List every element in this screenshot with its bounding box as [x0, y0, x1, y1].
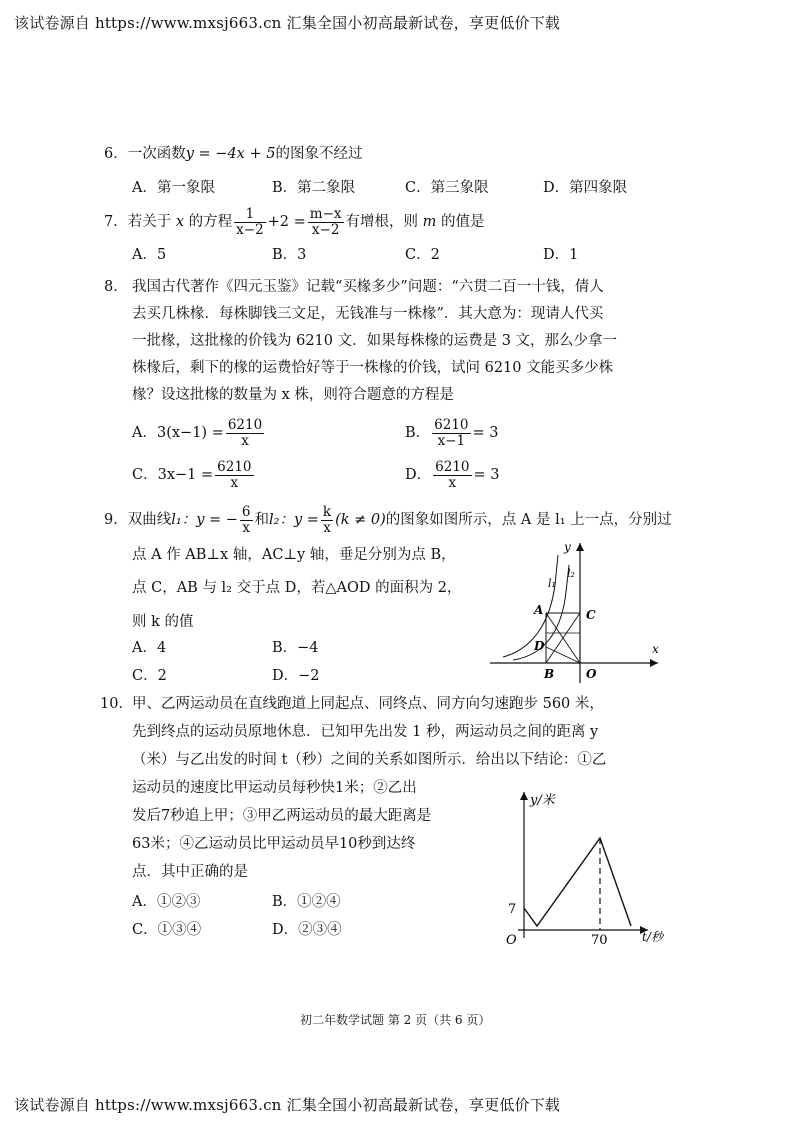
- q6-text-post: 的图象不经过: [275, 146, 363, 162]
- q10-line-4: 运动员的速度比甲运动员每秒快1米；②乙出: [132, 780, 417, 796]
- q8-option-c: [132, 457, 256, 493]
- q10-option-a: A．①②③: [132, 894, 201, 910]
- q10-option-d: D．②③④: [272, 922, 342, 938]
- q7-plus-two: +2 =: [267, 214, 306, 230]
- q8-option-b-fraction: [432, 418, 470, 449]
- q8-option-b-post: = 3: [472, 425, 499, 441]
- q10-label-t-axis: t/秒: [642, 930, 663, 944]
- q8-option-a-fraction: [226, 418, 264, 449]
- q7-text-post: 有增根，则: [345, 214, 419, 230]
- q9-condition: (k ≠ 0): [335, 512, 386, 528]
- q10-line-5: 发后7秒追上甲；③甲乙两运动员的最大距离是: [132, 808, 432, 824]
- q9-fraction-2: [321, 505, 333, 536]
- q8-option-c-fraction: [215, 460, 253, 491]
- q7-option-a: A．5: [132, 247, 167, 263]
- q10-line-3: （米）与乙出发的时间 t（秒）之间的关系如图所示．给出以下结论：①乙: [132, 752, 607, 768]
- q10-option-c: C．①③④: [132, 922, 202, 938]
- q7-var-m: m: [422, 214, 437, 230]
- q7-fraction-2: [308, 207, 344, 238]
- q6-option-c: C．第三象限: [405, 180, 489, 196]
- q10-line-7: 点．其中正确的是: [132, 864, 248, 880]
- q7-frac1-denominator: x−2: [236, 221, 264, 238]
- q9-option-b: B．−4: [272, 640, 319, 656]
- q7-option-d: D．1: [543, 247, 579, 263]
- q9-and: 和: [254, 512, 269, 528]
- q9-f1-denominator: x: [242, 519, 251, 536]
- q6-option-a: A．第一象限: [132, 180, 215, 196]
- q10-line-1: 甲、乙两运动员在直线跑道上同起点、同终点、同方向匀速跑步 560 米，: [132, 696, 604, 712]
- q8-d-numerator: 6210: [435, 458, 470, 475]
- q9-l2-label: l₂：: [269, 512, 294, 528]
- q9-line-4: 则 k 的值: [132, 614, 194, 630]
- q8-b-numerator: 6210: [434, 416, 469, 433]
- q8-line-1: 我国古代著作《四元玉鉴》记载“买椽多少”问题：“六贯二百一十钱，倩人: [132, 279, 604, 295]
- q9-option-c: C．2: [132, 668, 167, 684]
- q7-text-mid: 的方程: [188, 214, 233, 230]
- q10-line-6: 63米；④乙运动员比甲运动员早10秒到达终: [132, 836, 416, 852]
- question-6-stem: [104, 144, 362, 164]
- q10-label-tick-70: 70: [591, 933, 608, 946]
- q6-option-b: B．第二象限: [272, 180, 356, 196]
- q9-line1-pre: 双曲线: [127, 512, 172, 528]
- q9-f2-denominator: x: [323, 519, 331, 536]
- q10-y-axis-arrow: [520, 792, 528, 800]
- q8-a-numerator: 6210: [227, 416, 263, 433]
- q10-line-2: 先到终点的运动员原地休息．已知甲先出发 1 秒，两运动员之间的距离 y: [132, 724, 599, 740]
- q7-text-pre: 若关于: [127, 214, 172, 230]
- q6-number: 6．: [104, 146, 128, 162]
- q9-label-C: C: [586, 608, 596, 622]
- q7-fraction-1: [234, 207, 266, 238]
- q9-label-l1: l₁: [548, 577, 556, 590]
- q9-hyperbola-figure: [488, 537, 668, 687]
- q10-distance-polyline: [524, 838, 631, 926]
- q9-f2-numerator: k: [322, 503, 332, 520]
- q8-d-denominator: x: [448, 474, 457, 491]
- q10-label-y-axis: y/米: [530, 793, 555, 808]
- top-source-banner: 该试卷源自 https://www.mxsj663.cn 汇集全国小初高最新试卷，享更低价下载: [14, 14, 561, 32]
- q8-option-d: [405, 457, 499, 493]
- q7-option-c: C．2: [405, 247, 440, 263]
- q6-expression: y = −4x + 5: [185, 146, 276, 162]
- q9-label-O: O: [586, 667, 597, 681]
- q8-option-d-label: D．: [405, 467, 432, 483]
- q8-option-a-label: A．: [132, 425, 157, 441]
- q8-c-denominator: x: [230, 474, 239, 491]
- q8-line-5: 椽？设这批椽的数量为 x 株，则符合题意的方程是: [132, 387, 454, 403]
- q9-fraction-1: [240, 505, 253, 536]
- q7-text-end: 的值是: [441, 214, 485, 230]
- q7-frac2-numerator: m−x: [309, 205, 342, 222]
- q7-frac2-denominator: x−2: [311, 221, 340, 238]
- q8-option-b: [405, 415, 499, 451]
- q8-option-d-fraction: [433, 460, 471, 491]
- q8-a-denominator: x: [241, 432, 249, 449]
- q10-label-tick-7: 7: [508, 902, 517, 917]
- q9-option-a: A．4: [132, 640, 167, 656]
- q8-number: 8．: [104, 279, 128, 295]
- q9-l1-label: l₁：: [171, 512, 197, 528]
- q10-distance-time-graph: [500, 786, 680, 946]
- page-footer: 初二年数学试题 第 2 页（共 6 页）: [300, 1013, 491, 1027]
- bottom-source-banner: 该试卷源自 https://www.mxsj663.cn 汇集全国小初高最新试卷，享更低价下载: [14, 1096, 561, 1114]
- q9-y-eq: y =: [293, 512, 319, 528]
- q7-var-x: x: [175, 214, 185, 230]
- q8-option-c-pre: 3x−1 =: [157, 467, 214, 483]
- q8-line-3: 一批椽，这批椽的价钱为 6210 文．如果每株椽的运费是 3 文，那么少拿一: [132, 333, 618, 349]
- q6-option-d: D．第四象限: [543, 180, 628, 196]
- q9-line-2: 点 A 作 AB⊥x 轴，AC⊥y 轴，垂足分别为点 B，: [132, 547, 456, 563]
- question-7-stem: [104, 205, 485, 239]
- q8-line-4: 株椽后，剩下的椽的运费恰好等于一株椽的价钱，试问 6210 文能买多少株: [132, 360, 614, 376]
- q8-c-numerator: 6210: [217, 458, 252, 475]
- q6-text-pre: 一次函数: [127, 146, 186, 162]
- q9-curve-l1: [503, 555, 558, 657]
- q8-option-a-pre: 3(x−1) =: [156, 425, 224, 441]
- q9-line-3: 点 C，AB 与 l₂ 交于点 D，若△AOD 的面积为 2，: [132, 580, 462, 596]
- q7-option-b: B．3: [272, 247, 307, 263]
- q9-y-eq-minus: y = −: [196, 512, 238, 528]
- q9-label-B: B: [544, 667, 555, 681]
- q9-label-D: D: [534, 639, 545, 653]
- q7-frac1-numerator: 1: [234, 207, 266, 223]
- question-9-stem: [104, 503, 672, 537]
- q8-option-b-label: B．: [405, 425, 431, 441]
- q9-label-y: y: [564, 540, 571, 554]
- q9-label-l2: l₂: [567, 567, 575, 580]
- q8-option-d-post: = 3: [473, 467, 500, 483]
- q8-option-c-label: C．: [132, 467, 158, 483]
- q9-number: 9．: [104, 512, 128, 528]
- q10-label-origin: O: [506, 933, 517, 946]
- q10-option-b: B．①②④: [272, 894, 341, 910]
- q9-f1-numerator: 6: [241, 503, 251, 520]
- q8-option-a: [132, 415, 266, 451]
- q8-b-denominator: x−1: [437, 432, 466, 449]
- q8-line-2: 去买几株椽．每株脚钱三文足，无钱准与一株椽”．其大意为：现请人代买: [132, 306, 604, 322]
- q9-option-d: D．−2: [272, 668, 320, 684]
- q9-y-axis-arrow: [576, 543, 584, 551]
- q7-number: 7．: [104, 214, 128, 230]
- q9-label-x: x: [652, 642, 659, 656]
- q9-label-A: A: [534, 603, 544, 617]
- q9-line1-post: 的图象如图所示，点 A 是 l₁ 上一点，分别过: [385, 512, 672, 528]
- q9-x-axis-arrow: [650, 659, 658, 667]
- q10-number: 10．: [100, 696, 133, 712]
